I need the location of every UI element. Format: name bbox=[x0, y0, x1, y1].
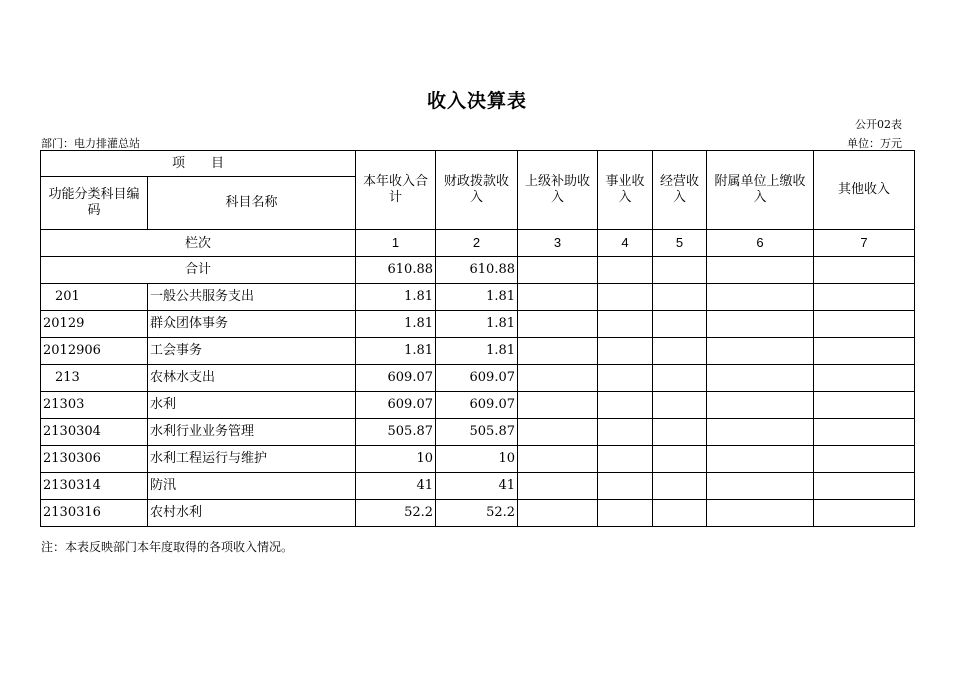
row-fiscal: 1.81 bbox=[436, 311, 518, 338]
row-name: 水利行业业务管理 bbox=[148, 419, 356, 446]
row-name: 水利工程运行与维护 bbox=[148, 446, 356, 473]
row-code: 2130314 bbox=[41, 473, 148, 500]
column-index-6: 6 bbox=[707, 230, 814, 257]
row-fiscal: 52.2 bbox=[436, 500, 518, 527]
column-index-1: 1 bbox=[356, 230, 436, 257]
header-fiscal-appropriation: 财政拨款收入 bbox=[436, 151, 518, 230]
row-total-income: 1.81 bbox=[356, 338, 436, 365]
total-label: 合计 bbox=[41, 257, 356, 284]
row-total-income: 10 bbox=[356, 446, 436, 473]
row-name: 防汛 bbox=[148, 473, 356, 500]
table-row bbox=[41, 500, 915, 527]
row-code: 20129 bbox=[41, 311, 148, 338]
header-other-income: 其他收入 bbox=[814, 151, 915, 230]
table-row bbox=[41, 473, 915, 500]
table-row bbox=[41, 365, 915, 392]
row-total-income: 609.07 bbox=[356, 365, 436, 392]
row-total-income: 41 bbox=[356, 473, 436, 500]
row-fiscal: 1.81 bbox=[436, 284, 518, 311]
row-code: 2130316 bbox=[41, 500, 148, 527]
table-row bbox=[41, 284, 915, 311]
page-title: 收入决算表 bbox=[426, 90, 527, 112]
row-fiscal: 10 bbox=[436, 446, 518, 473]
row-fiscal: 505.87 bbox=[436, 419, 518, 446]
row-fiscal: 609.07 bbox=[436, 392, 518, 419]
row-total-income: 52.2 bbox=[356, 500, 436, 527]
column-index-2: 2 bbox=[436, 230, 518, 257]
income-table bbox=[40, 150, 915, 527]
row-code: 21303 bbox=[41, 392, 148, 419]
header-business-income: 事业收入 bbox=[598, 151, 653, 230]
form-number: 公开02表 bbox=[855, 118, 902, 131]
column-index-4: 4 bbox=[598, 230, 653, 257]
table-row bbox=[41, 338, 915, 365]
header-total-income: 本年收入合计 bbox=[356, 151, 436, 230]
row-code: 213 bbox=[41, 365, 148, 392]
row-fiscal: 41 bbox=[436, 473, 518, 500]
header-superior-subsidy: 上级补助收入 bbox=[518, 151, 598, 230]
row-name: 工会事务 bbox=[148, 338, 356, 365]
table-row bbox=[41, 419, 915, 446]
column-index-3: 3 bbox=[518, 230, 598, 257]
row-code: 2130306 bbox=[41, 446, 148, 473]
row-fiscal: 609.07 bbox=[436, 365, 518, 392]
row-name: 一般公共服务支出 bbox=[148, 284, 356, 311]
row-fiscal: 1.81 bbox=[436, 338, 518, 365]
header-affiliated-remit: 附属单位上缴收入 bbox=[707, 151, 814, 230]
department-label: 部门：电力排灌总站 bbox=[41, 137, 140, 150]
row-code: 2130304 bbox=[41, 419, 148, 446]
total-income-cell: 610.88 bbox=[356, 257, 436, 284]
table-row bbox=[41, 311, 915, 338]
row-total-income: 505.87 bbox=[356, 419, 436, 446]
total-row bbox=[41, 257, 915, 284]
row-name: 群众团体事务 bbox=[148, 311, 356, 338]
header-item: 项 目 bbox=[41, 151, 356, 177]
unit-label: 单位：万元 bbox=[847, 137, 902, 150]
header-func-code: 功能分类科目编码 bbox=[41, 177, 148, 230]
row-name: 农村水利 bbox=[148, 500, 356, 527]
header-operating-income: 经营收入 bbox=[653, 151, 707, 230]
row-total-income: 609.07 bbox=[356, 392, 436, 419]
row-total-income: 1.81 bbox=[356, 284, 436, 311]
total-fiscal-cell: 610.88 bbox=[436, 257, 518, 284]
row-name: 农林水支出 bbox=[148, 365, 356, 392]
table-note: 注：本表反映部门本年度取得的各项收入情况。 bbox=[41, 540, 294, 554]
row-total-income: 1.81 bbox=[356, 311, 436, 338]
row-name: 水利 bbox=[148, 392, 356, 419]
table-row bbox=[41, 392, 915, 419]
column-index-label: 栏次 bbox=[41, 230, 356, 257]
table-row bbox=[41, 446, 915, 473]
header-subject-name: 科目名称 bbox=[148, 177, 356, 230]
row-code: 2012906 bbox=[41, 338, 148, 365]
row-code: 201 bbox=[41, 284, 148, 311]
column-index-7: 7 bbox=[814, 230, 915, 257]
column-index-5: 5 bbox=[653, 230, 707, 257]
